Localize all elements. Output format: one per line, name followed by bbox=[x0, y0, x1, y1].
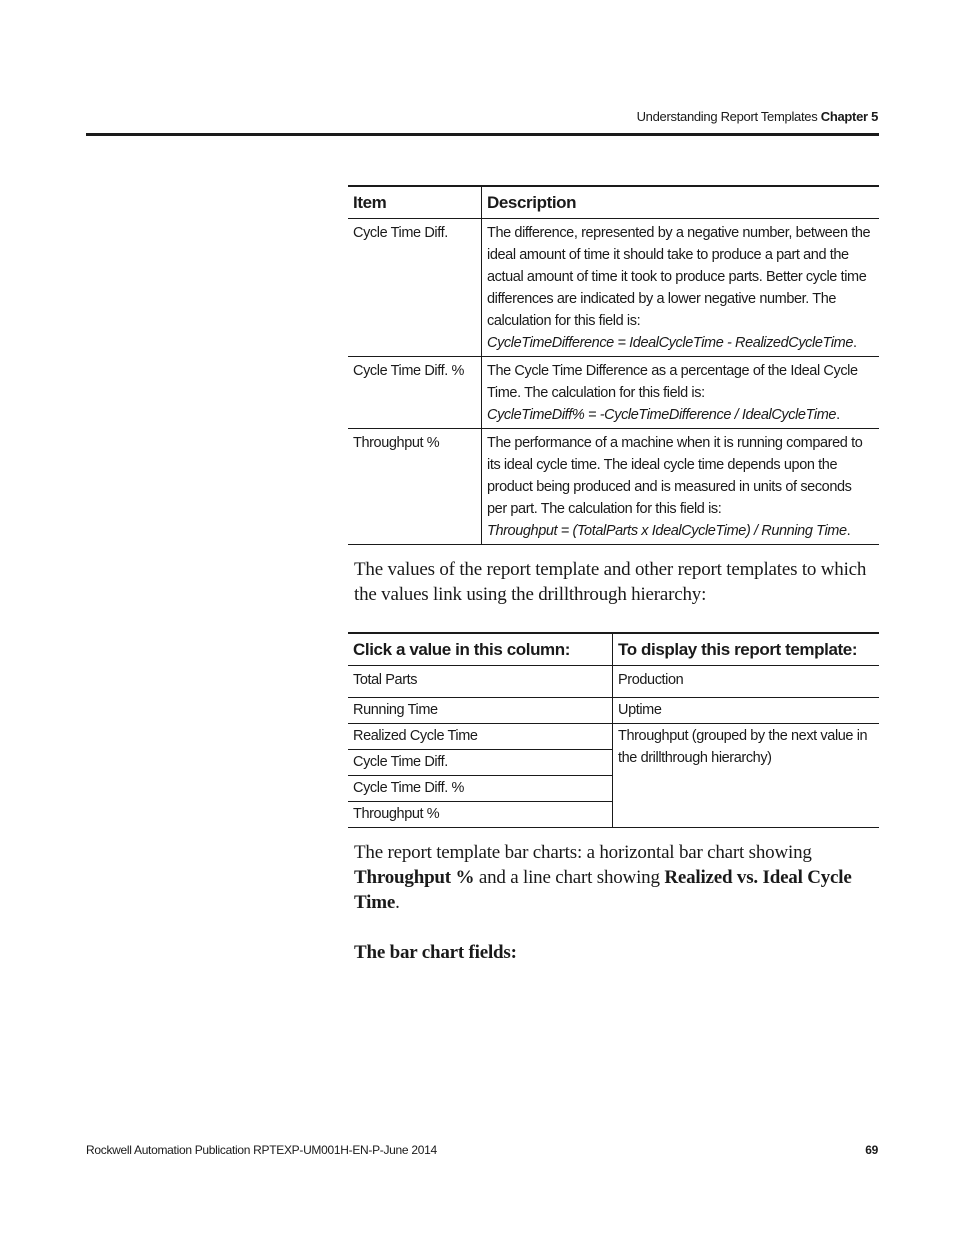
value-cell: Throughput % bbox=[348, 802, 613, 828]
paragraph-text: and a line chart showing bbox=[474, 867, 665, 888]
bar-chart-fields-heading: The bar chart fields: bbox=[354, 942, 517, 963]
footer-publication: Rockwell Automation Publication RPTEXP-UM001H-EN-P-June 2014 bbox=[86, 1143, 437, 1157]
table-row bbox=[348, 219, 879, 357]
table-header-row bbox=[348, 633, 879, 666]
paragraph-text: The report template bar charts: a horizontal bar chart showing bbox=[354, 842, 812, 863]
formula-text: Throughput = (TotalParts x IdealCycleTime) / Running Time bbox=[487, 523, 847, 539]
paragraph-text: . bbox=[395, 892, 400, 913]
table-row bbox=[348, 698, 879, 724]
description-text: The difference, represented by a negative number, between the ideal amount of time it should take to produce a part and the actual amount of time it took to produce parts. Better cycle time differences are indicated by a lower negative number. The calculation for this field is: bbox=[487, 225, 871, 329]
template-cell: Production bbox=[613, 666, 880, 698]
item-cell: Throughput % bbox=[348, 429, 482, 545]
header-chapter: Chapter 5 bbox=[820, 109, 878, 124]
value-cell: Realized Cycle Time bbox=[348, 724, 613, 750]
formula-text: CycleTimeDiff% = -CycleTimeDifference / IdealCycleTime bbox=[487, 407, 837, 423]
description-cell: The difference, represented by a negative number, between the ideal amount of time it should take to produce a part and the actual amount of time it took to produce parts. Better cycle time differences are indicated by a lower negative number. The calculation for this field is: CycleTimeDifference = IdealCycleTime - RealizedCycleTime. bbox=[487, 225, 871, 351]
running-header bbox=[637, 109, 878, 124]
description-cell: The performance of a machine when it is running compared to its ideal cycle time. The ideal cycle time depends upon the product being produced and is measured in units of seconds per part. The calculation for this field is: Throughput = (TotalParts x IdealCycleTime) / Running Time. bbox=[487, 435, 863, 539]
item-cell: Cycle Time Diff. % bbox=[348, 357, 482, 429]
table-row bbox=[348, 666, 879, 698]
column-header-display-template: To display this report template: bbox=[618, 639, 858, 659]
table-row bbox=[348, 429, 879, 545]
bold-term-cycle-time: Realized vs. Ideal Cycle Time bbox=[354, 867, 852, 913]
template-cell: Throughput (grouped by the next value in the drillthrough hierarchy) bbox=[613, 724, 880, 828]
table-header-row bbox=[348, 186, 879, 219]
header-rule bbox=[86, 133, 879, 136]
item-description-table bbox=[348, 185, 879, 545]
table-row bbox=[348, 357, 879, 429]
drillthrough-intro-paragraph: The values of the report template and other report templates to which the values link using the drillthrough hierarchy: bbox=[354, 559, 867, 605]
column-header-description: Description bbox=[487, 192, 577, 212]
page-number: 69 bbox=[865, 1143, 878, 1157]
header-section: Understanding Report Templates bbox=[636, 109, 818, 124]
value-cell: Running Time bbox=[348, 698, 613, 724]
description-cell: The Cycle Time Difference as a percentage of the Ideal Cycle Time. The calculation for this field is: CycleTimeDiff% = -CycleTimeDifference / IdealCycleTime. bbox=[487, 363, 858, 423]
drillthrough-table bbox=[348, 632, 879, 828]
value-cell: Total Parts bbox=[348, 666, 613, 698]
value-cell: Cycle Time Diff. bbox=[348, 750, 613, 776]
value-cell: Cycle Time Diff. % bbox=[348, 776, 613, 802]
description-text: The performance of a machine when it is running compared to its ideal cycle time. The ideal cycle time depends upon the product being produced and is measured in units of seconds per part. The calculation for this field is: bbox=[487, 435, 863, 517]
table-row bbox=[348, 724, 879, 750]
description-text: The Cycle Time Difference as a percentage of the Ideal Cycle Time. The calculation for this field is: bbox=[487, 363, 858, 401]
template-cell: Uptime bbox=[613, 698, 880, 724]
bold-term-throughput: Throughput % bbox=[354, 867, 475, 888]
formula-text: CycleTimeDifference = IdealCycleTime - RealizedCycleTime bbox=[487, 335, 854, 351]
column-header-click-value: Click a value in this column: bbox=[348, 633, 613, 666]
column-header-item: Item bbox=[348, 186, 482, 219]
item-cell: Cycle Time Diff. bbox=[348, 219, 482, 357]
bar-charts-paragraph bbox=[354, 840, 874, 915]
